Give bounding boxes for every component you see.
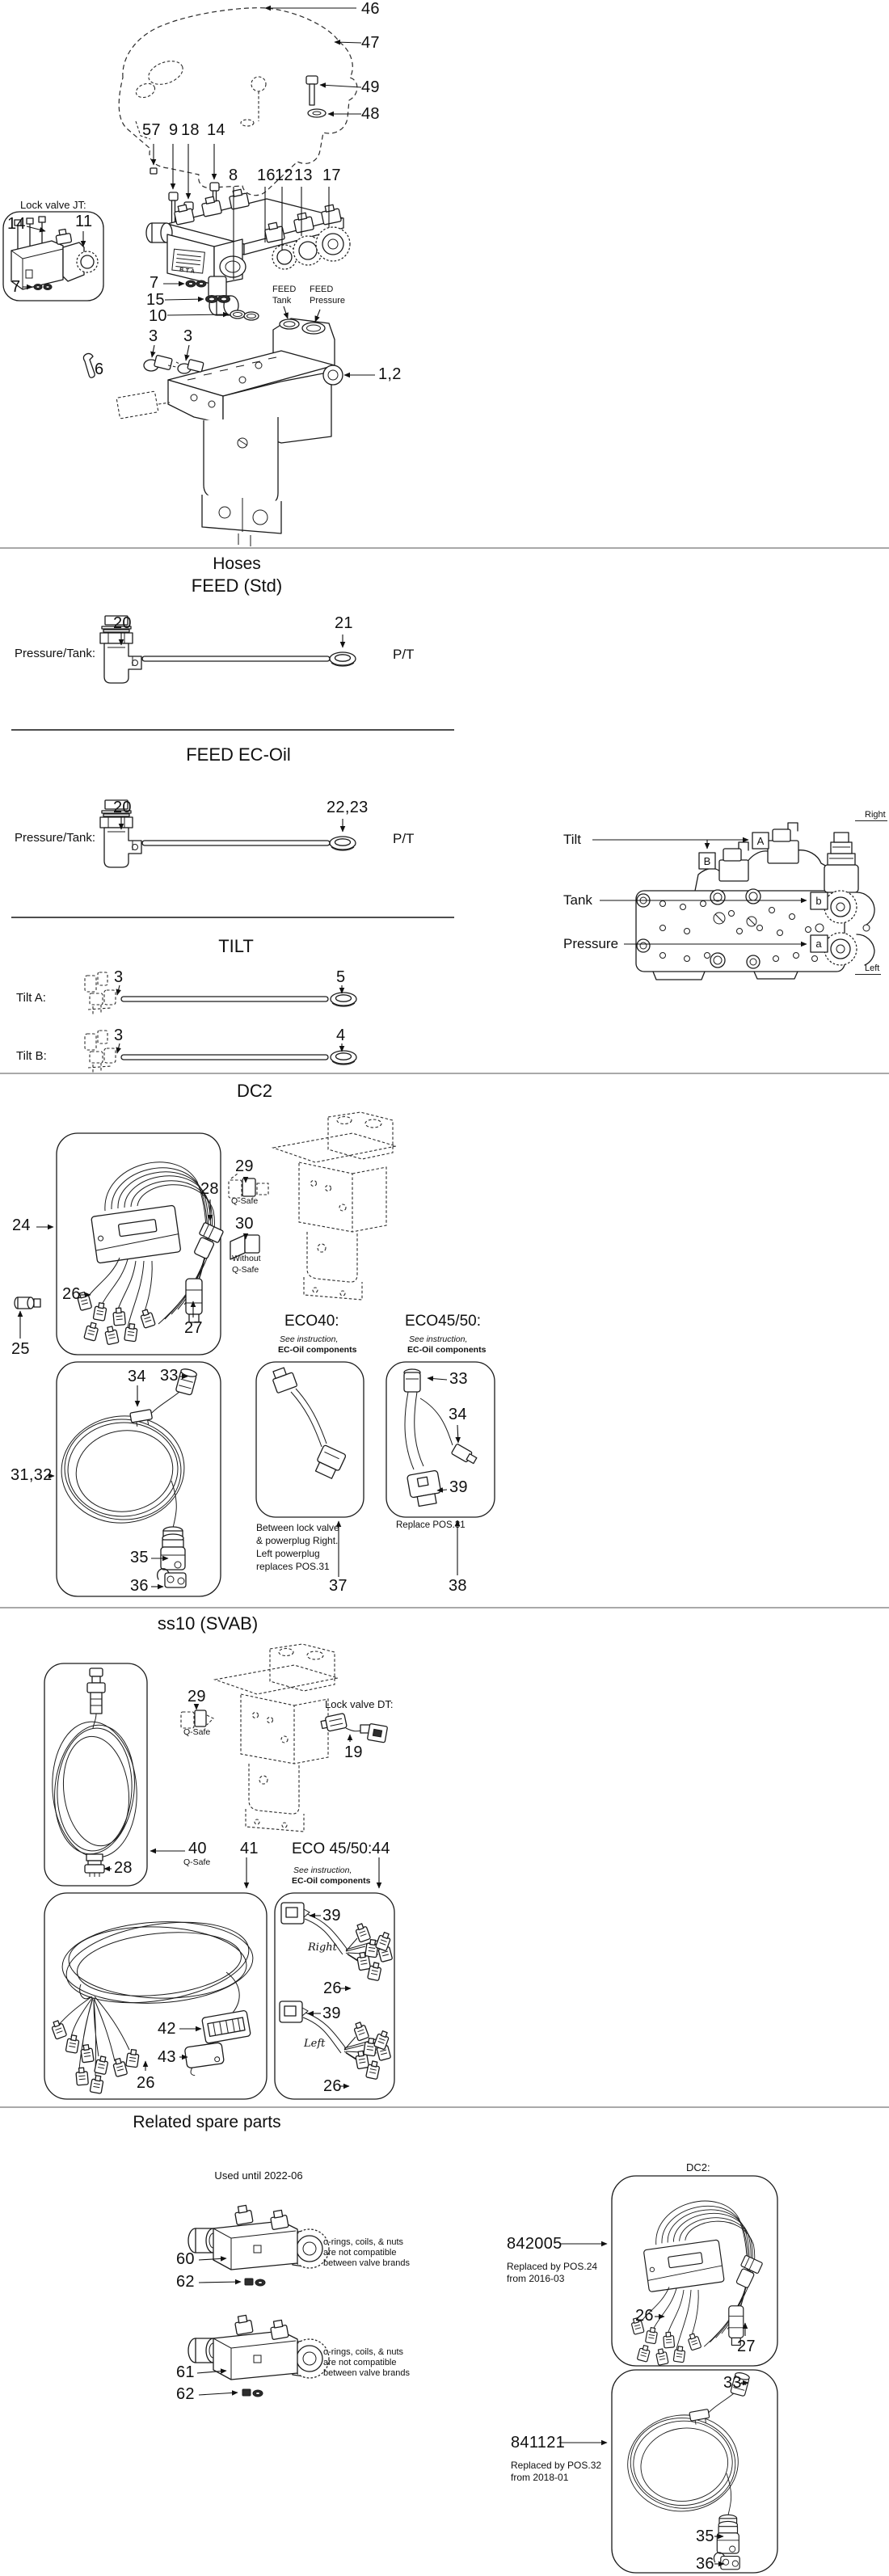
callout-35: 35 xyxy=(130,1549,149,1566)
port-letter-a: a xyxy=(815,938,822,950)
callout-18: 18 xyxy=(181,121,200,139)
callout-3-tilt-a: 3 xyxy=(114,968,124,986)
callout-1-2: 1,2 xyxy=(378,365,402,383)
callout-31-32: 31,32 xyxy=(11,1466,53,1484)
lock-valve-dt-cable-drawing xyxy=(320,1714,387,1743)
callout-4: 4 xyxy=(336,1027,346,1044)
callout-34: 34 xyxy=(128,1368,146,1385)
callout-3-right: 3 xyxy=(183,327,193,345)
eco40-caption-line1: Between lock valve xyxy=(256,1522,339,1533)
compat-note2-line1: o-rings, coils, & nuts xyxy=(323,2347,404,2357)
callout-11: 11 xyxy=(75,213,93,230)
callout-33-eco: 33 xyxy=(449,1370,468,1388)
callout-33: 33 xyxy=(160,1367,179,1385)
lock-valve-jt-title: Lock valve JT: xyxy=(20,199,86,211)
part-number-841121: 841121 xyxy=(511,2434,566,2452)
compat-note2-line3: between valve brands xyxy=(323,2368,411,2378)
callout-28: 28 xyxy=(200,1180,219,1198)
q-safe-label: Q-Safe xyxy=(231,1196,259,1206)
right-harness-label: Right xyxy=(308,1941,337,1954)
replace-pos31-caption: Replace POS.31 xyxy=(396,1520,466,1530)
callout-26-right: 26 xyxy=(323,1979,342,1997)
eco40-title: ECO40: xyxy=(284,1313,339,1330)
tilt-b-label: Tilt B: xyxy=(16,1049,47,1063)
hoses-section-title: Hoses xyxy=(213,554,261,573)
tilt-a-label: Tilt A: xyxy=(16,991,46,1005)
callout-49: 49 xyxy=(361,78,380,96)
callout-8: 8 xyxy=(229,167,238,184)
tilt-title: TILT xyxy=(218,936,254,956)
feed-tank-label-line1: FEED xyxy=(272,285,297,294)
spare-valves-drawing xyxy=(188,2204,329,2397)
eco40-caption-line4: replaces POS.31 xyxy=(256,1561,330,1572)
callout-26-842005: 26 xyxy=(635,2307,654,2325)
spares-title: Related spare parts xyxy=(133,2113,281,2131)
port-letter-B: B xyxy=(703,855,711,867)
callout-40: 40 xyxy=(188,1840,207,1857)
replaced-by-pos24-line2: from 2016-03 xyxy=(507,2273,565,2284)
callout-39-right: 39 xyxy=(322,1907,341,1925)
section-divider xyxy=(11,729,454,731)
callout-57: 57 xyxy=(142,121,161,139)
compat-note1-line2: are not compatible xyxy=(323,2248,397,2258)
callout-62a: 62 xyxy=(176,2273,195,2291)
callout-29-ss10: 29 xyxy=(187,1688,206,1705)
ss10-coil-box-drawing xyxy=(44,1663,147,1886)
callout-3-left: 3 xyxy=(149,327,158,345)
feed-pressure-label-line1: FEED xyxy=(310,285,334,294)
without-qsafe-line2: Q-Safe xyxy=(232,1265,259,1275)
callout-36: 36 xyxy=(130,1577,149,1595)
callout-13: 13 xyxy=(294,167,313,184)
ss10-big-harness-box-drawing xyxy=(44,1893,267,2099)
callout-22-23: 22,23 xyxy=(327,799,369,816)
ss10-title: ss10 (SVAB) xyxy=(157,1613,259,1634)
pressure-port-label: Pressure xyxy=(563,936,619,951)
callout-26-ss10: 26 xyxy=(137,2074,155,2092)
callout-17: 17 xyxy=(322,167,341,184)
callout-61: 61 xyxy=(176,2363,195,2381)
callout-41: 41 xyxy=(240,1840,259,1857)
callout-3-tilt-b: 3 xyxy=(114,1027,124,1044)
callout-39-left: 39 xyxy=(322,2005,341,2022)
replaced-by-pos32-line2: from 2018-01 xyxy=(511,2472,569,2483)
eco4550-note1: See instruction, xyxy=(409,1334,468,1344)
callout-34-eco: 34 xyxy=(449,1406,467,1423)
callout-14: 14 xyxy=(207,121,225,139)
feed-ecoil-port-label: Pressure/Tank: xyxy=(15,831,96,845)
callout-60: 60 xyxy=(176,2250,195,2268)
compat-note1-line3: between valve brands xyxy=(323,2258,411,2268)
eco4550-note2: EC-Oil components xyxy=(407,1345,487,1355)
without-qsafe-line1: Without xyxy=(232,1254,261,1263)
callout-47: 47 xyxy=(361,34,380,52)
replaced-by-pos24-line1: Replaced by POS.24 xyxy=(507,2261,598,2272)
q-safe-label-ss10: Q-Safe xyxy=(183,1727,211,1737)
feed-std-title: FEED (Std) xyxy=(191,575,283,596)
ss10-valve-dashed-drawing xyxy=(215,1644,338,1832)
feed-std-pt-label: P/T xyxy=(393,647,415,662)
ss10-qsafe-part-drawing xyxy=(181,1704,213,1728)
q-safe-label-40: Q-Safe xyxy=(183,1857,211,1867)
feed-std-hose-drawing xyxy=(100,616,356,683)
callout-35-841121: 35 xyxy=(696,2528,714,2545)
tank-port-label: Tank xyxy=(563,892,592,908)
compat-note1-line1: o-rings, coils, & nuts xyxy=(323,2237,404,2247)
callout-62b: 62 xyxy=(176,2385,195,2403)
callout-37: 37 xyxy=(329,1577,348,1595)
left-side-label: Left xyxy=(855,963,881,975)
callout-26-dc2: 26 xyxy=(62,1285,81,1303)
callout-9: 9 xyxy=(169,121,179,139)
callout-21: 21 xyxy=(335,614,353,632)
callout-7-inset: 7 xyxy=(11,278,21,296)
callout-12: 12 xyxy=(275,167,293,184)
callout-36-841121: 36 xyxy=(696,2555,714,2573)
callout-43: 43 xyxy=(158,2048,176,2066)
valve-body-label: BTA xyxy=(179,267,197,276)
callout-30: 30 xyxy=(235,1215,254,1233)
callout-24: 24 xyxy=(12,1216,31,1234)
right-side-label: Right xyxy=(855,810,887,821)
eco40-note2: EC-Oil components xyxy=(278,1345,357,1355)
eco4550-title: ECO45/50: xyxy=(405,1313,481,1330)
callout-14-inset: 14 xyxy=(7,215,26,233)
callout-19: 19 xyxy=(344,1743,363,1761)
port-letter-b: b xyxy=(815,895,822,907)
feed-std-port-label: Pressure/Tank: xyxy=(15,647,96,660)
left-harness-label: Left xyxy=(304,2038,326,2050)
part-number-842005: 842005 xyxy=(507,2235,562,2253)
callout-5: 5 xyxy=(336,968,346,986)
used-until-label: Used until 2022-06 xyxy=(214,2169,303,2182)
callout-25: 25 xyxy=(11,1340,30,1358)
callout-27: 27 xyxy=(184,1319,203,1337)
callout-7: 7 xyxy=(150,274,159,292)
section-divider xyxy=(0,547,889,549)
callout-46: 46 xyxy=(361,0,380,18)
callout-16: 16 xyxy=(257,167,276,184)
eco4550-box-drawing xyxy=(386,1362,495,1575)
callout-38: 38 xyxy=(449,1577,467,1595)
ss10-eco4550-title: ECO 45/50: xyxy=(292,1840,373,1857)
section-divider xyxy=(0,1073,889,1074)
callout-42: 42 xyxy=(158,2020,176,2038)
callout-26-left: 26 xyxy=(323,2077,342,2095)
callout-48: 48 xyxy=(361,105,380,123)
eco40-note1: See instruction, xyxy=(280,1334,339,1344)
port-letter-A: A xyxy=(756,835,765,847)
callout-20: 20 xyxy=(113,614,132,632)
lock-valve-dt-title: Lock valve DT: xyxy=(325,1698,394,1710)
ss10-note1: See instruction, xyxy=(293,1866,352,1875)
feed-ecoil-pt-label: P/T xyxy=(393,831,415,846)
dc2-title: DC2 xyxy=(236,1081,273,1101)
callout-39-eco: 39 xyxy=(449,1478,468,1496)
feed-pressure-label-line2: Pressure xyxy=(310,296,346,306)
spares-dc2-title: DC2: xyxy=(686,2161,710,2173)
callout-44: 44 xyxy=(372,1840,390,1857)
callout-6: 6 xyxy=(95,360,104,378)
callout-28-ss10: 28 xyxy=(114,1859,133,1877)
dc2-valve-dashed-drawing xyxy=(273,1112,396,1300)
feed-tank-label-line2: Tank xyxy=(272,296,292,306)
eco40-caption-line3: Left powerplug xyxy=(256,1548,320,1559)
callout-27-842005: 27 xyxy=(737,2338,756,2355)
eco40-caption-line2: & powerplug Right. xyxy=(256,1535,339,1546)
exploded-view-drawing xyxy=(3,8,375,546)
tilt-port-diagram-drawing xyxy=(592,823,874,980)
callout-10: 10 xyxy=(149,307,167,325)
compat-note2-line2: are not compatible xyxy=(323,2358,397,2367)
section-divider xyxy=(11,917,454,918)
replaced-by-pos32-line1: Replaced by POS.32 xyxy=(511,2460,602,2471)
tilt-port-label: Tilt xyxy=(563,832,582,847)
section-divider xyxy=(0,1607,889,1608)
callout-33-841121: 33 xyxy=(723,2374,742,2392)
callout-20-ecoil: 20 xyxy=(113,799,132,816)
section-divider xyxy=(0,2106,889,2108)
callout-29: 29 xyxy=(235,1157,254,1175)
ss10-note2: EC-Oil components xyxy=(292,1876,371,1886)
spares-841121-box-drawing xyxy=(559,2370,777,2573)
feed-ecoil-title: FEED EC-Oil xyxy=(186,744,291,765)
tilt-hoses-drawing xyxy=(85,972,356,1073)
feed-ecoil-hose-drawing xyxy=(100,800,356,867)
callout-15: 15 xyxy=(146,291,165,309)
